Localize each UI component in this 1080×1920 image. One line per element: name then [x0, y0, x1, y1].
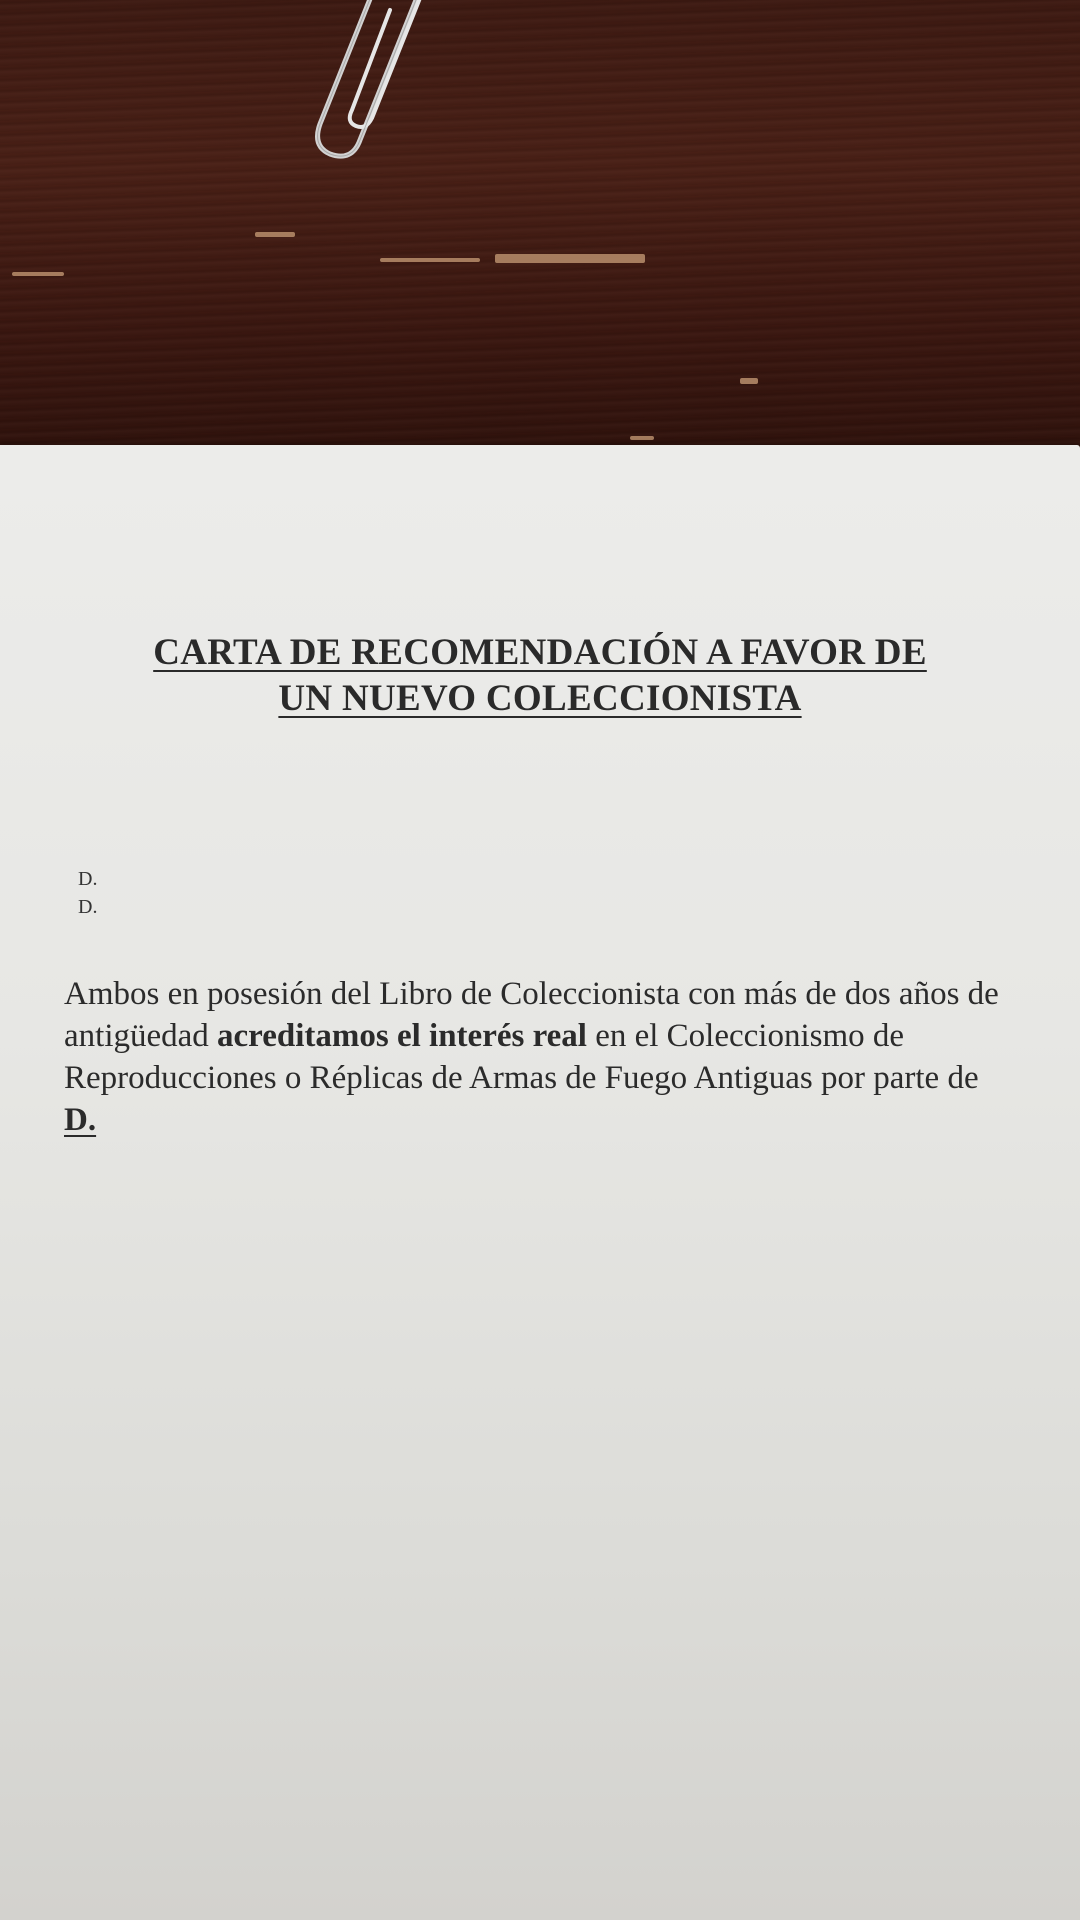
name-line-1: D. [78, 868, 98, 890]
wood-chip-mark [12, 272, 64, 276]
wood-chip-mark [740, 378, 758, 384]
name-lines [78, 865, 97, 921]
body-end-name: D. [64, 1102, 97, 1138]
wood-chip-mark [630, 436, 654, 440]
title-line-2: UN NUEVO COLECCIONISTA [278, 678, 802, 719]
paper-sheet [0, 445, 1080, 1920]
body-text-part-1: Ambos en posesión del Libro de Coleccionista con más de dos años de antigüedad [64, 976, 999, 1054]
body-text-part-2: en el Coleccionismo de Reproducciones o Réplicas de Armas de Fuego Antiguas por parte de [64, 1018, 979, 1096]
letter-title [0, 630, 1080, 722]
name-line-2: D. [78, 896, 98, 918]
wooden-desk-background [0, 0, 1080, 470]
wood-chip-mark [380, 258, 480, 262]
letter-body-paragraph [64, 973, 1004, 1141]
body-bold-phrase: acreditamos el interés real [217, 1018, 587, 1054]
title-line-1: CARTA DE RECOMENDACIÓN A FAVOR DE [153, 632, 927, 673]
paperclip-icon [300, 0, 440, 180]
wood-chip-mark [495, 254, 645, 263]
wood-chip-mark [255, 232, 295, 237]
